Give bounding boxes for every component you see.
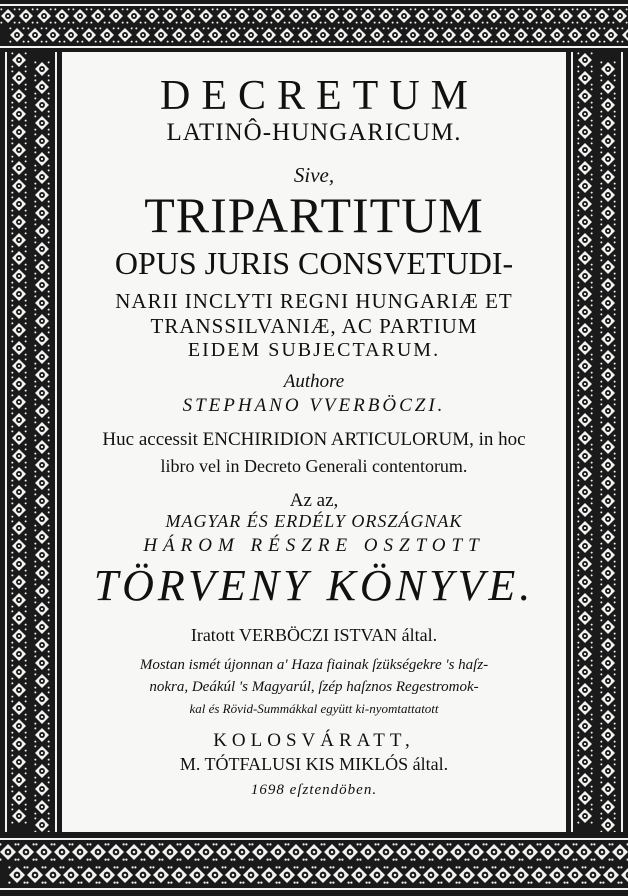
- az-az-connector: Az az,: [289, 490, 339, 511]
- imprint-year: 1698 eſztendöben.: [250, 782, 378, 798]
- authore-label: Authore: [283, 371, 345, 392]
- ornament-pattern-top: [0, 0, 628, 52]
- title-text-panel: [62, 52, 566, 832]
- ornament-pattern-left: [0, 52, 62, 832]
- imprint-place: KOLOSVÁRATT,: [213, 730, 415, 751]
- magyar-erdely-line: MAGYAR ÉS ERDÉLY ORSZÁGNAK: [165, 511, 463, 531]
- ornamental-border-top: [0, 0, 628, 52]
- author-name: STEPHANO VVERBÖCZI.: [182, 395, 446, 416]
- kal-rovid-summakkal-line: kal és Rövid-Summákkal együtt ki-nyomtattatott: [189, 701, 439, 716]
- ornament-pattern-bottom: [0, 832, 628, 896]
- opus-juris-line: OPUS JURIS CONSVETUDI-: [114, 245, 514, 281]
- ornamental-border-right: [566, 52, 628, 832]
- enchiridion-line: Huc accessit ENCHIRIDION ARTICULORUM, in hoc: [102, 429, 526, 450]
- latino-hungaricum-subtitle: LATINÔ-HUNGARICUM.: [166, 119, 462, 146]
- harom-reszre-line: HÁROM RÉSZRE OSZTOTT: [143, 535, 485, 556]
- nokra-line: nokra, Deákúl 's Magyarúl, ſzép haſznos Regestromok-: [149, 679, 479, 695]
- tripartitum-heading: TRIPARTITUM: [144, 187, 484, 243]
- torveny-konyve-heading: TÖRVENY KÖNYVE.: [93, 561, 535, 610]
- ornament-pattern-right: [566, 52, 628, 832]
- sive-connector: Sive,: [293, 163, 335, 187]
- iratott-verboczi-line: Iratott VERBÖCZI ISTVAN által.: [190, 625, 438, 645]
- libro-decreto-line: libro vel in Decreto Generali contentorum.: [160, 456, 468, 476]
- mostan-line: Mostan ismét újonnan a' Haza fiainak ſzükségekre 's haſz-: [139, 657, 489, 673]
- decretum-title: DECRETUM: [160, 73, 479, 119]
- eidem-subjectarum-line: EIDEM SUBJECTARUM.: [187, 339, 441, 361]
- narii-regni-line: NARII INCLYTI REGNI HUNGARIÆ ET: [115, 289, 513, 313]
- ornamental-border-left: [0, 52, 62, 832]
- ornamental-border-bottom: [0, 832, 628, 896]
- transsilvaniae-line: TRANSSILVANIÆ, AC PARTIUM: [150, 314, 478, 338]
- imprint-printer: M. TÓTFALUSI KIS MIKLÓS által.: [179, 754, 449, 774]
